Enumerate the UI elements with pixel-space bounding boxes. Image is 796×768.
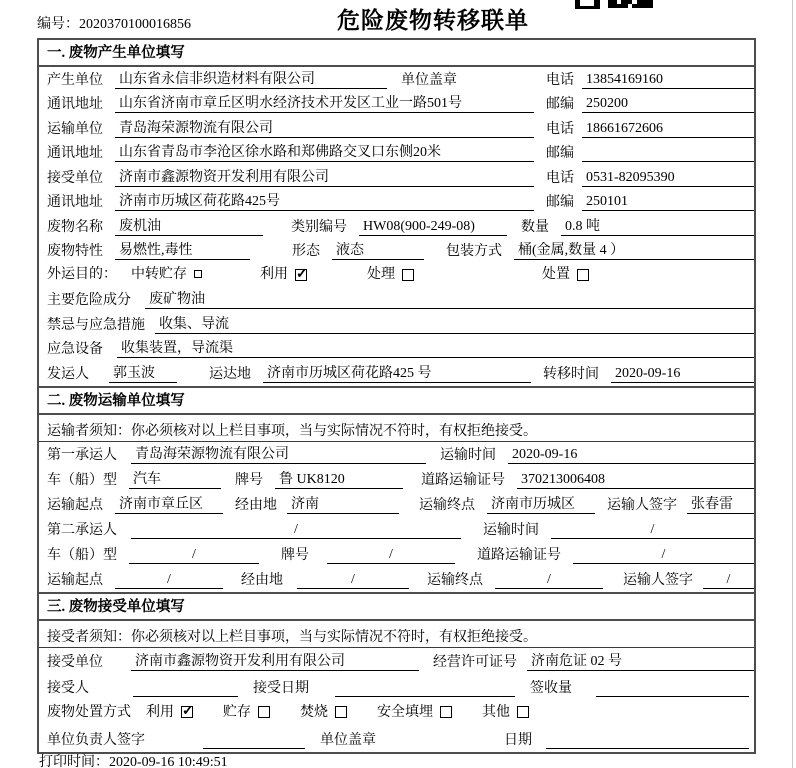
vehicle1-label: 车（船）型 — [47, 472, 117, 488]
purpose-dispose-label: 处置 — [542, 267, 570, 283]
row-emergency-measures — [39, 312, 754, 337]
acceptor-label: 接受人 — [47, 680, 89, 696]
sign1-field[interactable]: 张春雷 — [687, 496, 754, 514]
unit-seal2-label: 单位盖章 — [320, 732, 376, 748]
time2-label: 运输时间 — [483, 522, 539, 538]
end1-field[interactable]: 济南市历城区 — [487, 496, 595, 514]
emergency-equipment-label: 应急设备 — [47, 342, 103, 357]
date-field[interactable] — [546, 731, 749, 749]
row-vehicle1 — [39, 467, 754, 492]
packing-label: 包装方式 — [446, 244, 502, 259]
transporter-field[interactable]: 青岛海荣源物流有限公司 — [115, 120, 534, 138]
print-time-value: 2020-09-16 10:49:51 — [109, 755, 228, 768]
category-label: 类别编号 — [291, 219, 347, 235]
disposal-landfill-checkbox[interactable] — [440, 706, 452, 718]
license2-label: 道路运输证号 — [477, 547, 561, 563]
receiver-field[interactable]: 济南市鑫源物资开发利用有限公司 — [115, 169, 534, 187]
license2-field[interactable]: / — [573, 546, 754, 564]
accept-unit-label: 接受单位 — [47, 654, 103, 670]
license1-label: 道路运输证号 — [421, 472, 505, 488]
category-field[interactable]: HW08(900-249-08) — [359, 218, 507, 236]
accept-date-label: 接受日期 — [253, 680, 309, 696]
origin1-label: 运输起点 — [47, 497, 103, 513]
time1-label: 运输时间 — [440, 447, 496, 463]
vehicle2-label: 车（船）型 — [47, 547, 117, 563]
purpose-option-treat — [367, 266, 414, 283]
responsible-sign-field[interactable] — [203, 731, 305, 749]
serial-value: 2020370100016856 — [79, 17, 191, 32]
row-route1 — [39, 492, 754, 517]
via2-field[interactable]: / — [297, 571, 409, 589]
sign-qty-field[interactable] — [596, 679, 749, 697]
end2-field[interactable]: / — [495, 571, 603, 589]
plate1-field[interactable]: 鲁 UK8120 — [275, 471, 403, 489]
addr3-label: 通讯地址 — [47, 195, 103, 210]
transporter-label: 运输单位 — [47, 121, 103, 137]
producer-field[interactable]: 山东省永信非织造材料有限公司 — [115, 71, 387, 89]
row-waste-character — [39, 239, 754, 264]
plate1-label: 牌号 — [235, 472, 263, 488]
transporter-notice — [39, 415, 754, 442]
origin2-field[interactable]: / — [115, 571, 223, 589]
sign-qty-label: 签收量 — [530, 680, 572, 696]
phone3-field[interactable]: 0531-82095390 — [582, 169, 754, 187]
disposal-option-landfill — [377, 704, 452, 721]
zip2-label: 邮编 — [546, 146, 574, 161]
vehicle1-field[interactable]: 汽车 — [129, 471, 221, 489]
addr3-field[interactable]: 济南市历城区荷花路425号 — [115, 193, 534, 211]
serial-label: 编号： — [37, 17, 79, 32]
emergency-measures-label: 禁忌与应急措施 — [47, 317, 145, 333]
purpose-storage-label: 中转贮存 — [131, 267, 187, 283]
row-receiver-address — [39, 190, 754, 215]
disposal-incinerate-label: 焚烧 — [300, 704, 328, 720]
accept-date-field[interactable] — [335, 679, 515, 697]
shipper-label: 发运人 — [47, 366, 89, 382]
receiver-notice — [39, 621, 754, 648]
phone2-label: 电话 — [546, 121, 574, 137]
permit-field[interactable]: 济南危证 02 号 — [527, 653, 754, 671]
qr-code-icon — [575, 0, 655, 9]
section1-header: 一. 废物产生单位填写 — [39, 40, 754, 67]
addr2-field[interactable]: 山东省青岛市李沧区徐水路和郑佛路交叉口东侧20米 — [115, 144, 534, 162]
sign2-field[interactable]: / — [703, 571, 754, 589]
form-field[interactable]: 液态 — [332, 242, 424, 260]
acceptor-field[interactable] — [133, 679, 238, 697]
permit-label: 经营许可证号 — [433, 654, 517, 670]
purpose-option-dispose — [542, 266, 589, 283]
carrier2-label: 第二承运人 — [47, 522, 117, 538]
row-transporter — [39, 116, 754, 141]
waste-name-label: 废物名称 — [47, 219, 103, 235]
row-route2 — [39, 567, 754, 592]
transporter-notice-label: 运输者须知： — [47, 423, 131, 439]
sign1-label: 运输人签字 — [607, 497, 677, 513]
producer-label: 产生单位 — [47, 72, 103, 88]
purpose-dispose-checkbox[interactable] — [577, 269, 589, 281]
purpose-utilize-checkbox[interactable] — [295, 269, 307, 281]
receiver-notice-text: 你必须核对以上栏目事项，当与实际情况不符时，有权拒绝接受。 — [131, 629, 537, 645]
quantity-field[interactable]: 0.8 吨 — [561, 218, 754, 236]
unit-seal-label: 单位盖章 — [401, 72, 457, 88]
disposal-incinerate-checkbox[interactable] — [335, 706, 347, 718]
zip1-field[interactable]: 250200 — [582, 95, 754, 113]
row-accept-unit — [39, 648, 754, 674]
via2-label: 经由地 — [241, 572, 283, 588]
phone2-field[interactable]: 18661672606 — [582, 120, 754, 138]
hazard-field[interactable]: 废矿物油 — [145, 291, 754, 309]
disposal-option-store — [223, 704, 270, 721]
purpose-treat-checkbox[interactable] — [402, 269, 414, 281]
plate2-field[interactable]: / — [327, 546, 455, 564]
row-waste-name — [39, 214, 754, 239]
character-label: 废物特性 — [47, 244, 103, 259]
carrier2-field[interactable]: / — [131, 521, 461, 539]
page-edge-divider — [792, 0, 793, 768]
destination-field[interactable]: 济南市历城区荷花路425 号 — [263, 365, 531, 383]
destination-label: 运达地 — [209, 366, 251, 382]
sign2-label: 运输人签字 — [623, 572, 693, 588]
disposal-utilize-label: 利用 — [146, 704, 174, 720]
carrier1-label: 第一承运人 — [47, 447, 117, 463]
row-emergency-equipment — [39, 337, 754, 362]
row-producer — [39, 67, 754, 92]
disposal-label: 废物处置方式 — [47, 704, 131, 720]
row-producer-address — [39, 92, 754, 117]
transfer-time-field[interactable]: 2020-09-16 — [611, 365, 754, 383]
phone3-label: 电话 — [546, 170, 574, 186]
disposal-other-checkbox[interactable] — [517, 706, 529, 718]
waste-name-field[interactable]: 废机油 — [115, 218, 263, 236]
end2-label: 运输终点 — [427, 572, 483, 588]
row-transporter-address — [39, 141, 754, 166]
receiver-label: 接受单位 — [47, 170, 103, 186]
row-carrier1 — [39, 442, 754, 467]
row-receiver — [39, 165, 754, 190]
section2-header: 二. 废物运输单位填写 — [39, 386, 754, 415]
zip3-label: 邮编 — [546, 195, 574, 210]
end1-label: 运输终点 — [419, 497, 475, 513]
print-time-label: 打印时间： — [39, 755, 109, 768]
disposal-store-label: 贮存 — [223, 704, 251, 720]
zip1-label: 邮编 — [546, 97, 574, 112]
hazard-label: 主要危险成分 — [47, 293, 131, 308]
purpose-option-utilize — [260, 266, 307, 283]
via1-label: 经由地 — [235, 497, 277, 513]
addr1-field[interactable]: 山东省济南市章丘区明水经济技术开发区工业一路501号 — [115, 95, 534, 113]
plate2-label: 牌号 — [281, 547, 309, 563]
license1-field[interactable]: 370213006408 — [517, 471, 754, 489]
zip2-field[interactable] — [582, 144, 754, 162]
origin2-label: 运输起点 — [47, 572, 103, 588]
packing-field[interactable]: 桶(金属,数量 4 ） — [514, 242, 754, 260]
purpose-option-storage — [131, 266, 202, 283]
disposal-other-label: 其他 — [482, 704, 510, 720]
print-time — [39, 751, 228, 768]
row-acceptor — [39, 674, 754, 700]
time1-field[interactable]: 2020-09-16 — [508, 446, 754, 464]
accept-unit-field[interactable]: 济南市鑫源物资开发利用有限公司 — [131, 653, 419, 671]
via1-field[interactable]: 济南 — [287, 496, 399, 514]
disposal-utilize-checkbox[interactable] — [181, 706, 193, 718]
row-shipper — [39, 361, 754, 386]
page-title: 危险废物转移联单 — [337, 8, 529, 33]
document-header — [0, 0, 796, 38]
shipper-field[interactable]: 郭玉波 — [109, 365, 177, 383]
section3-header: 三. 废物接受单位填写 — [39, 592, 754, 621]
addr1-label: 通讯地址 — [47, 97, 103, 112]
disposal-option-other — [482, 704, 529, 721]
transporter-notice-text: 你必须核对以上栏目事项，当与实际情况不符时，有权拒绝接受。 — [131, 423, 537, 439]
vehicle2-field[interactable]: / — [129, 546, 259, 564]
quantity-label: 数量 — [521, 219, 549, 235]
time2-field[interactable]: / — [551, 521, 754, 539]
row-responsible-sign — [39, 726, 754, 752]
character-field[interactable]: 易燃性,毒性 — [115, 242, 250, 260]
row-disposal-method — [39, 700, 754, 726]
zip3-field[interactable]: 250101 — [582, 193, 754, 211]
disposal-landfill-label: 安全填埋 — [377, 704, 433, 720]
row-vehicle2 — [39, 542, 754, 567]
form-label: 形态 — [292, 244, 320, 259]
manifest-form — [37, 38, 756, 754]
origin1-field[interactable]: 济南市章丘区 — [115, 496, 223, 514]
purpose-label: 外运目的： — [47, 267, 117, 283]
disposal-option-incinerate — [300, 704, 347, 721]
responsible-sign-label: 单位负责人签字 — [47, 732, 145, 748]
addr2-label: 通讯地址 — [47, 146, 103, 161]
transfer-time-label: 转移时间 — [543, 366, 599, 382]
emergency-equipment-field[interactable]: 收集装置，导流渠 — [117, 340, 754, 358]
carrier1-field[interactable]: 青岛海荣源物流有限公司 — [131, 446, 426, 464]
disposal-option-utilize — [146, 704, 193, 721]
row-carrier2 — [39, 517, 754, 542]
receiver-notice-label: 接受者须知： — [47, 629, 131, 645]
phone1-label: 电话 — [546, 72, 574, 88]
phone1-field[interactable]: 13854169160 — [582, 71, 754, 89]
date-label: 日期 — [504, 732, 532, 748]
emergency-measures-field[interactable]: 收集、导流 — [155, 316, 754, 334]
purpose-treat-label: 处理 — [367, 267, 395, 283]
row-hazard-component — [39, 288, 754, 313]
purpose-utilize-label: 利用 — [260, 267, 288, 283]
row-transfer-purpose — [39, 263, 754, 288]
purpose-storage-checkbox[interactable] — [194, 270, 202, 278]
disposal-store-checkbox[interactable] — [258, 706, 270, 718]
